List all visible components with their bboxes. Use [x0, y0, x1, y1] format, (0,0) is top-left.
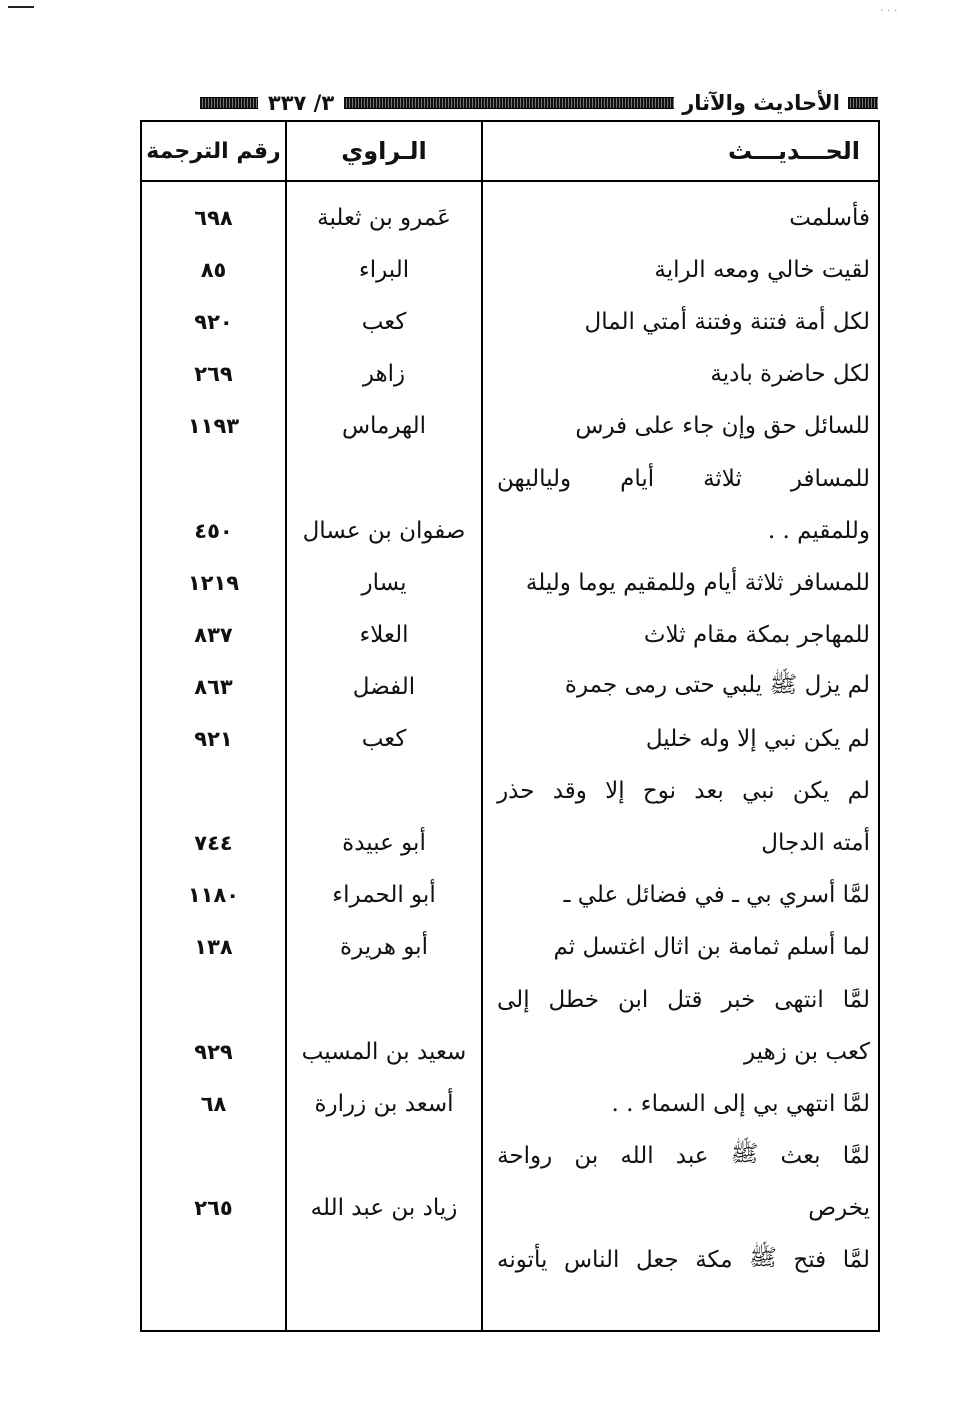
narrator-name: البراء [358, 257, 410, 284]
table-row [142, 817, 878, 869]
hadith-text: كعب بن زهير [743, 1038, 870, 1065]
hadith-text: للسائل حق وإن جاء على فرس [575, 413, 870, 440]
hadith-text: وللمقيم . . [767, 517, 870, 544]
narrator-name: كعب [361, 726, 407, 752]
narrator-name: الفضل [352, 673, 416, 700]
hadith-text: لمَّا بعث ﷺ عبد الله بن رواحة [497, 1140, 870, 1169]
biography-number: ٩٢٩ [194, 1039, 233, 1064]
biography-number: ١٢١٩ [187, 570, 240, 595]
biography-number: ٩٢٠ [194, 310, 233, 335]
biography-number: ٦٨ [200, 1091, 227, 1116]
biography-number: ٨٥ [200, 258, 227, 283]
hadith-text: للمهاجر بمكة مقام ثلاث [643, 621, 870, 648]
table-row [142, 921, 878, 973]
biography-number: ٩٢١ [194, 727, 233, 751]
scan-corner-dots: · · · [880, 4, 898, 17]
biography-number: ١١٩٣ [187, 414, 240, 439]
narrator-name: صفوان بن عسال [302, 517, 466, 544]
table-row [142, 505, 878, 557]
table-row [142, 1078, 878, 1130]
narrator-name: العلاء [359, 621, 409, 648]
biography-number: ٨٣٧ [194, 622, 233, 647]
scan-corner-mark [8, 6, 34, 8]
hadith-text: يخرص [808, 1194, 870, 1221]
table-row [142, 1130, 878, 1182]
narrator-name: زياد بن عبد الله [310, 1194, 458, 1221]
narrator-name: أسعد بن زرارة [314, 1090, 454, 1117]
narrator-name: سعيد بن المسيب [301, 1038, 467, 1065]
table-row [142, 869, 878, 921]
running-header [140, 86, 878, 120]
narrator-name: أبو الحمراء [332, 882, 436, 909]
hadith-text: لمَّا أسري بي ـ في فضائل علي ـ [563, 882, 870, 909]
header-divider [142, 180, 878, 182]
biography-number: ١١٨٠ [187, 883, 240, 908]
hadith-text: لما أسلم ثمامة بن اثال اغتسل ثم [553, 934, 870, 961]
biography-number [142, 765, 285, 817]
narrator-name [287, 765, 481, 817]
table-row [142, 609, 878, 661]
hadith-text: للمسافر ثلاثة أيام ولياليهن [497, 465, 870, 492]
table-row [142, 400, 878, 452]
table-header-row [142, 122, 878, 180]
narrator-name: زاهر [362, 361, 406, 388]
biography-number [142, 974, 285, 1026]
hadith-text: لمَّا انتهي بي إلى السماء . . [611, 1090, 870, 1117]
table-row [142, 1026, 878, 1078]
biography-number: ٢٦٥ [194, 1195, 233, 1220]
narrator-name: كعب [361, 309, 407, 336]
biography-number: ٨٦٣ [194, 674, 233, 699]
header-hadith: الحـــديـــث [727, 137, 860, 165]
table-row [142, 765, 878, 817]
hadith-text: لم يكن نبي بعد نوح إلا وقد حذر [497, 778, 870, 805]
table-row [142, 713, 878, 765]
table-row [142, 296, 878, 348]
biography-number [142, 1234, 285, 1286]
narrator-name [287, 974, 481, 1026]
table-row [142, 192, 878, 244]
hadith-text: لكل أمة فتنة وفتنة أمتي المال [584, 309, 870, 336]
hadith-text: فأسلمت [789, 205, 870, 231]
index-table [140, 120, 880, 1332]
header-ornament-bar [200, 97, 258, 109]
biography-number: ٤٥٠ [194, 518, 233, 543]
narrator-name: الهرماس [341, 413, 427, 440]
header-ornament-bar [848, 97, 878, 109]
table-row [142, 661, 878, 713]
header-ornament-bar [344, 97, 674, 109]
narrator-name: يسار [361, 569, 407, 596]
hadith-text: أمته الدجال [761, 830, 870, 857]
narrator-name: أبو هريرة [340, 934, 428, 961]
header-narrator: الـراوي [341, 137, 427, 165]
narrator-name [287, 1130, 481, 1182]
biography-number: ٧٤٤ [194, 831, 233, 856]
narrator-name [287, 453, 481, 505]
hadith-text: لم يكن نبي إلا وله خليل [645, 726, 870, 752]
hadith-text: لقيت خالي ومعه الراية [654, 257, 870, 284]
running-title: الأحاديث والآثار [682, 91, 840, 115]
narrator-name: أبو عبيدة [342, 830, 426, 857]
biography-number: ١٣٨ [194, 935, 233, 960]
biography-number: ٦٩٨ [194, 206, 233, 230]
biography-number [142, 1130, 285, 1182]
hadith-text: لكل حاضرة بادية [710, 361, 870, 388]
table-row [142, 244, 878, 296]
hadith-text: للمسافر ثلاثة أيام وللمقيم يوما وليلة [525, 569, 870, 596]
narrator-name [287, 1234, 481, 1286]
biography-number [142, 453, 285, 505]
header-number: رقم الترجمة [146, 138, 281, 164]
biography-number: ٢٦٩ [194, 362, 233, 387]
table-row [142, 453, 878, 505]
page-number: ٣/ ٣٣٧ [267, 91, 335, 115]
table-row [142, 348, 878, 400]
table-row [142, 557, 878, 609]
hadith-text: لمَّا انتهى خبر قتل ابن خطل إلى [497, 986, 870, 1013]
table-row [142, 1234, 878, 1286]
table-row [142, 974, 878, 1026]
hadith-text: لمَّا فتح ﷺ مكة جعل الناس يأتونه [497, 1245, 870, 1273]
hadith-text: لم يزل ﷺ يلبي حتى رمى جمرة [564, 671, 870, 698]
table-row [142, 1182, 878, 1234]
narrator-name: عَمرو بن ثعلبة [317, 205, 451, 231]
